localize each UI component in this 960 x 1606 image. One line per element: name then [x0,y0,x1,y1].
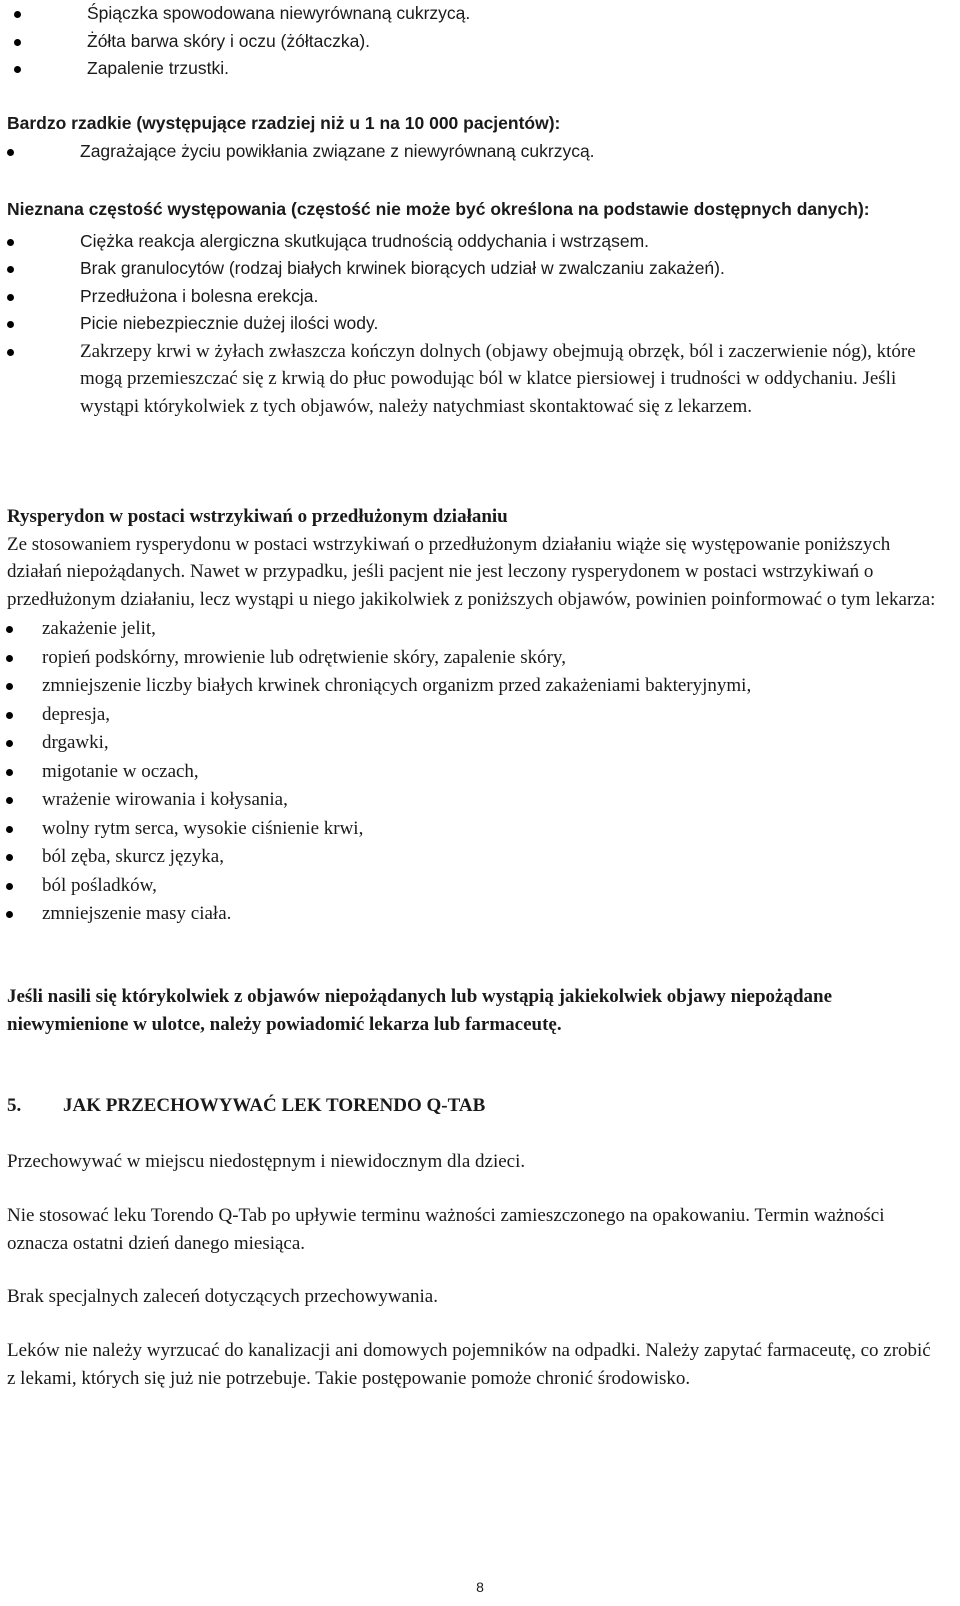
list-item: Zapalenie trzustki. [14,55,937,83]
list-item: wolny rytm serca, wysokie ciśnienie krwi, [8,815,937,844]
storage-paragraph-3: Brak specjalnych zaleceń dotyczących przechowywania. [7,1286,438,1307]
storage-paragraph-4: Leków nie należy wyrzucać do kanalizacji ani domowych pojemników na odpadki. Należy zapytać farmaceutę, co zrobić z lekami, których się już nie potrzebuje. Takie postępowanie pomoże chronić środowisko. [7,1340,931,1389]
very-rare-list [0,138,937,166]
section-title: JAK PRZECHOWYWAĆ LEK TORENDO Q-TAB [63,1095,486,1116]
unknown-frequency-list [0,228,937,421]
unknown-frequency-heading: Nieznana częstość występowania (częstość nie może być określona na podstawie dostępnych danych): [7,199,870,219]
list-item: depresja, [8,701,937,730]
injection-effects-list [0,615,937,929]
unknown-frequency-section [7,196,937,420]
list-item: Żółta barwa skóry i oczu (żółtaczka). [14,28,937,56]
list-item: Brak granulocytów (rodzaj białych krwinek biorących udział w zwalczaniu zakażeń). [7,255,937,283]
list-item: drgawki, [8,729,937,758]
list-item: zmniejszenie masy ciała. [8,900,937,929]
list-item: Śpiączka spowodowana niewyrównaną cukrzycą. [14,0,937,28]
storage-paragraph-2: Nie stosować leku Torendo Q-Tab po upływie terminu ważności zamieszczonego na opakowaniu. Termin ważności oznacza ostatni dzień danego miesiąca. [7,1205,885,1254]
list-item: ropień podskórny, mrowienie lub odrętwienie skóry, zapalenie skóry, [8,644,937,673]
injection-heading: Rysperydon w postaci wstrzykiwań o przedłużonym działaniu [7,506,508,527]
list-item: Przedłużona i bolesna erekcja. [7,283,937,311]
page-number: 8 [476,1579,484,1595]
section-number: 5. [7,1095,22,1116]
list-item: Zagrażające życiu powikłania związane z niewyrównaną cukrzycą. [7,138,937,166]
very-rare-section [7,110,937,165]
list-item: wrażenie wirowania i kołysania, [8,786,937,815]
top-bullet-list [7,0,937,83]
list-item: zakażenie jelit, [8,615,937,644]
list-item: Zakrzepy krwi w żyłach zwłaszcza kończyn dolnych (objawy obejmują obrzęk, ból i zaczerwienie nóg), które mogą przemieszczać się z krwią do płuc powodując ból w klatce piersiowej i trudności w oddychaniu. Jeśli wystąpi którykolwiek z tych objawów, należy natychmiast skontaktować się z lekarzem. [7,338,937,421]
list-item: Picie niebezpiecznie dużej ilości wody. [7,310,937,338]
list-item: zmniejszenie liczby białych krwinek chroniących organizm przed zakażeniami bakteryjnymi, [8,672,937,701]
storage-paragraph-1: Przechowywać w miejscu niedostępnym i niewidocznym dla dzieci. [7,1151,526,1172]
very-rare-heading: Bardzo rzadkie (występujące rzadziej niż u 1 na 10 000 pacjentów): [7,113,561,133]
list-item: ból zęba, skurcz języka, [8,843,937,872]
list-item: migotanie w oczach, [8,758,937,787]
injection-section [7,503,937,929]
list-item: Ciężka reakcja alergiczna skutkująca trudnością oddychania i wstrząsem. [7,228,937,256]
side-effects-notice: Jeśli nasili się którykolwiek z objawów niepożądanych lub wystąpią jakiekolwiek objawy niepożądane niewymienione w ulotce, należy powiadomić lekarza lub farmaceutę. [7,986,833,1035]
section-5-heading [7,1092,937,1120]
injection-intro: Ze stosowaniem rysperydonu w postaci wstrzykiwań o przedłużonym działaniu wiąże się występowanie poniższych działań niepożądanych. Nawet w przypadku, jeśli pacjent nie jest leczony rysperydonem w postaci wstrzykiwań o przedłużonym działaniu, lecz wystąpi u niego jakikolwiek z poniższych objawów, powinien poinformować o tym lekarza: [7,533,936,610]
list-item: ból pośladków, [8,872,937,901]
